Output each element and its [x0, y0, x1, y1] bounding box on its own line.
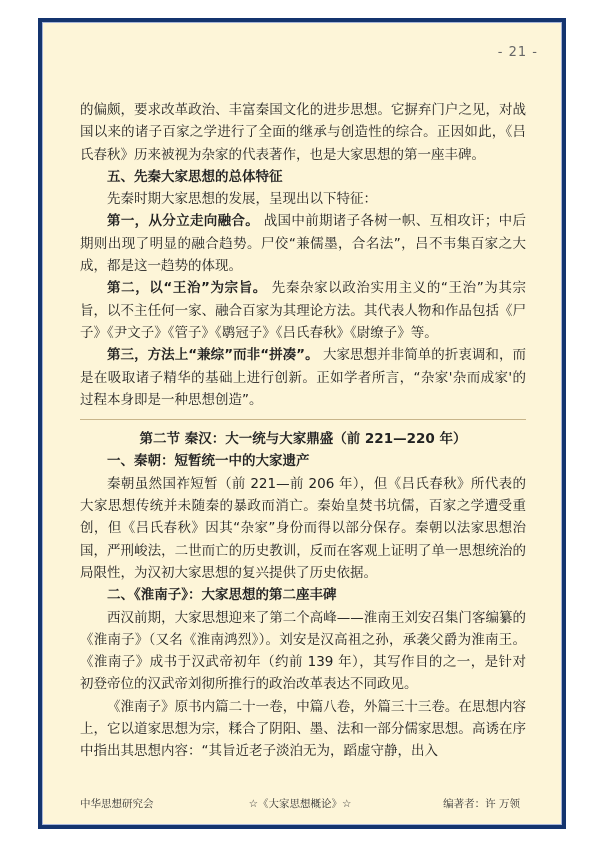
paragraph: 西汉前期，大家思想迎来了第二个高峰——淮南王刘安召集门客编纂的《淮南子》（又名《淮南鸿烈》）。刘安是汉高祖之孙，承袭父爵为淮南王。《淮南子》成书于汉武帝初年（约前 139 年），其写作目的之一，是针对初登帝位的汉武帝刘彻所推行的政治改革表达不同政见。: [80, 609, 526, 693]
feature-paragraph-1: [80, 210, 526, 277]
subheading: 一、秦朝：短暂统一中的大家遗产: [107, 453, 310, 470]
feature-text: 先秦杂家以政治实用主义的“王治”为其宗旨，以不主任何一家、融合百家为其理论方法。其代表人物和作品包括《尸子》《尹文子》《管子》《鹖冠子》《吕氏春秋》《尉缭子》等。: [80, 280, 526, 341]
feature-text: 大家思想并非简单的折衷调和，而是在吸取诸子精华的基础上进行创新。正如学者所言，“杂家'杂而成家'的过程本身即是一种思想创造”。: [80, 347, 527, 408]
paragraph: 的偏颇，要求改革政治、丰富秦国文化的进步思想。它摒弃门户之见，对战国以来的诸子百家之学进行了全面的继承与创造性的综合。正因如此，《吕氏春秋》历来被视为杂家的代表著作，也是大家思想的第一座丰碑。: [80, 102, 526, 163]
section-divider: [80, 419, 526, 420]
paragraph: 《淮南子》原书内篇二十一卷，中篇八卷，外篇三十三卷。在思想内容上，它以道家思想为宗，糅合了阴阳、墨、法和一部分儒家思想。高诱在序中指出其思想内容：“其旨近老子淡泊无为，蹈虚守静，出入: [80, 698, 526, 760]
page-number: - 21 -: [497, 45, 538, 60]
feature-lead: 第二，以“王治”为宗旨。: [107, 280, 267, 297]
feature-paragraph-3: [80, 344, 526, 411]
page-footer: [80, 796, 520, 810]
feature-text: 战国中前期诸子各树一帜、互相攻讦；中后期则出现了明显的融合趋势。尸佼“兼儒墨，合名法”，吕不韦集百家之大成，都是这一趋势的体现。: [80, 213, 527, 275]
feature-lead: 第一，从分立走向融合。: [107, 213, 260, 230]
subheading: 五、先秦大家思想的总体特征: [107, 168, 283, 185]
footer-book-title: ☆《大家思想概论》☆: [248, 798, 352, 810]
subheading: 二、《淮南子》：大家思想的第二座丰碑: [107, 587, 337, 604]
paragraph: 先秦时期大家思想的发展，呈现出以下特征：: [107, 191, 377, 208]
feature-paragraph-2: [80, 277, 526, 344]
page-content: [80, 99, 526, 763]
footer-organization: 中华思想研究会: [80, 798, 154, 810]
paragraph: 秦朝虽然国祚短暂（前 221—前 206 年），但《吕氏春秋》所代表的大家思想传统并未随秦的暴政而消亡。秦始皇焚书坑儒，百家之学遭受重创，但《吕氏春秋》因其“杂家”身份而得以部分保存。秦朝以法家思想治国，严刑峻法，二世而亡的历史教训，反而在客观上证明了单一思想统治的局限性，为汉初大家思想的复兴提供了历史依据。: [80, 475, 526, 581]
footer-author: 编著者：许 万领: [443, 798, 520, 810]
feature-lead: 第三，方法上“兼综”而非“拼凑”。: [107, 347, 319, 364]
section-title: 第二节 秦汉：大一统与大家鼎盛（前 221—220 年）: [139, 431, 467, 448]
